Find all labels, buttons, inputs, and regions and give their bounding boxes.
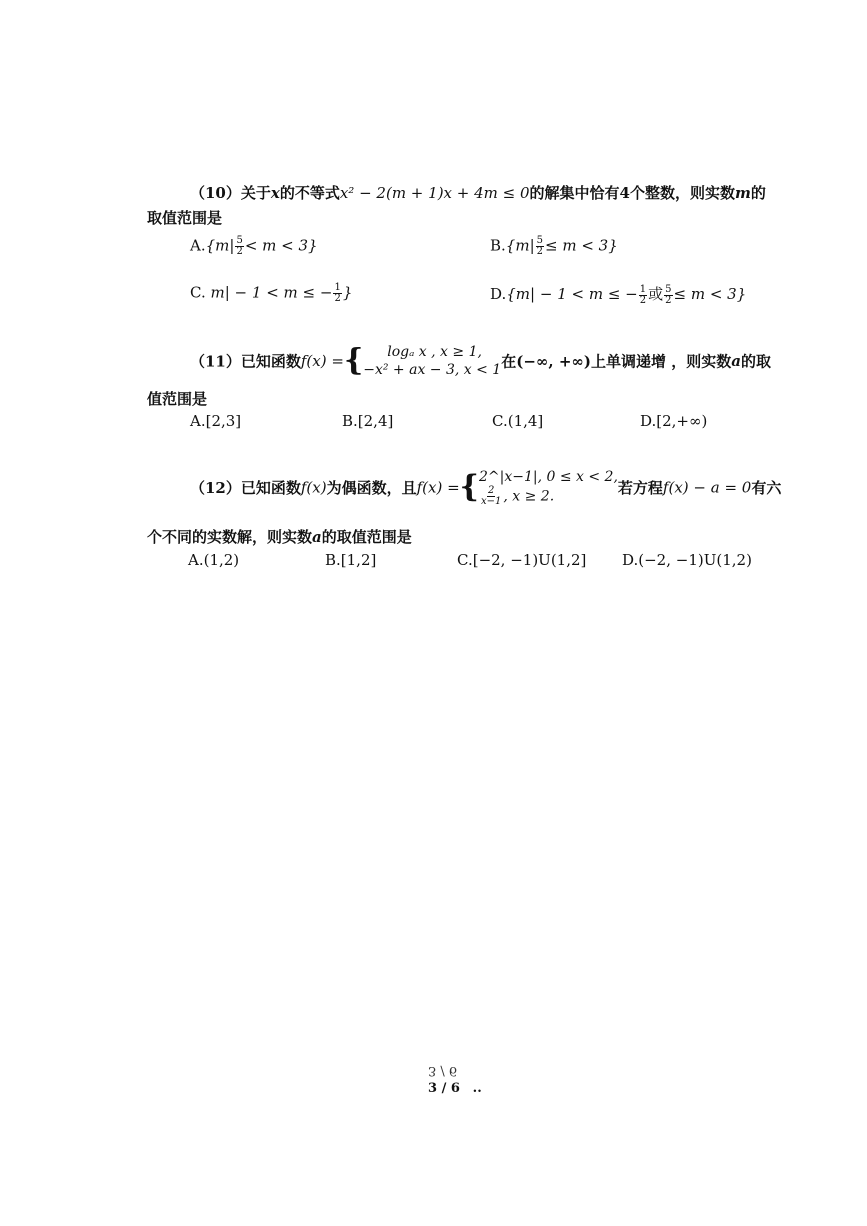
q11-option-b: B.[2,4]	[342, 412, 394, 430]
footer-mirror-page: 3 / 6	[428, 1063, 458, 1078]
q12-end: 有六	[751, 479, 782, 497]
q10-var-m: m	[734, 184, 751, 202]
q10-option-c-label: C.	[190, 283, 206, 302]
q12-line2-end: 的取值范围是	[321, 528, 412, 546]
q12-piece1: 2^|x−1|, 0 ≤ x < 2,	[478, 469, 618, 485]
q12-stem-line1	[190, 468, 781, 507]
q10-option-d-fraction2	[664, 285, 672, 306]
q12-equation: f(x) − a = 0	[662, 478, 752, 497]
q10-option-d-body: {m| − 1 < m ≤ −	[506, 285, 638, 303]
q12-stem-line2	[147, 526, 412, 547]
q11-option-a: A.[2,3]	[190, 412, 242, 430]
q10-option-b-fraction	[536, 236, 544, 257]
q10-option-d	[490, 283, 746, 306]
q10-option-b-right: ≤ m < 3}	[545, 236, 618, 255]
q10-option-b-num: 5	[536, 235, 543, 246]
q10-option-a-fraction	[235, 236, 243, 257]
q10-suffix: 的解集中恰有4个整数，则实数	[529, 184, 735, 202]
q10-option-d-num2: 5	[665, 283, 672, 295]
q12-brace: {	[459, 469, 479, 505]
q11-prefix: （11）已知函数	[190, 352, 301, 371]
q10-option-a-num: 5	[236, 235, 243, 246]
q12-piecewise	[479, 468, 618, 507]
q10-prefix: （10）关于	[190, 184, 271, 202]
q10-option-d-den1: 2	[639, 294, 647, 306]
q10-var-x: x	[270, 184, 280, 202]
q11-var-a: a	[731, 352, 741, 370]
footer-page-number	[428, 1078, 482, 1096]
q10-option-c-close: }	[342, 283, 353, 302]
q11-option-c: C.(1,4]	[492, 412, 544, 430]
q10-stem-line2: 取值范围是	[147, 209, 223, 227]
q10-option-d-fraction1	[639, 285, 647, 306]
q10-option-a-left: {m|	[205, 236, 235, 255]
q12-option-b: B.[1,2]	[325, 551, 377, 569]
page-number: 3 / 6	[428, 1081, 460, 1096]
q10-end: 的	[750, 184, 766, 202]
q10-option-d-den2: 2	[665, 294, 672, 306]
q11-end: 的取	[740, 352, 771, 371]
q10-inequality: x² − 2(m + 1)x + 4m ≤ 0	[339, 184, 530, 202]
q12-line2-prefix: 个不同的实数解，则实数	[147, 528, 313, 546]
q12-option-a: A.(1,2)	[188, 551, 240, 569]
q12-var-a: a	[312, 528, 322, 546]
q12-mid2: 若方程	[617, 479, 663, 497]
q12-piece2-tail: , x ≥ 2.	[503, 488, 555, 505]
q10-option-d-tail: ≤ m < 3}	[673, 285, 747, 303]
q10-option-c-num: 1	[334, 282, 341, 293]
q10-stem-line1	[190, 182, 766, 203]
q10-option-b-den: 2	[536, 246, 543, 257]
q11-stem-line1	[190, 343, 771, 379]
q11-brace: {	[343, 343, 364, 378]
q10-option-b	[490, 236, 618, 257]
q12-piece2	[479, 486, 618, 507]
q10-option-a-label: A.	[190, 236, 206, 255]
q12-fx1: f(x)	[300, 478, 327, 497]
q11-option-d: D.[2,+∞)	[640, 412, 708, 430]
q11-mid: 在(−∞, +∞)上单调递增 ，则实数	[501, 352, 732, 371]
q11-piece2: −x² + ax − 3, x < 1	[363, 362, 502, 378]
q12-option-d: D.(−2, −1)U(1,2)	[622, 551, 752, 569]
q10-option-c	[190, 283, 352, 304]
q12-option-c: C.[−2, −1)U(1,2]	[457, 551, 587, 569]
q10-option-d-num1: 1	[639, 283, 647, 295]
q12-piece2-den: x−1	[480, 496, 502, 507]
q12-prefix: （12）已知函数	[190, 479, 301, 497]
q10-option-d-or: 或	[648, 285, 664, 303]
q10-option-c-fraction	[333, 283, 341, 304]
q12-piece2-num: 2	[487, 485, 495, 496]
q10-option-c-den: 2	[334, 293, 341, 304]
q11-piece1: logₐ x , x ≥ 1,	[387, 344, 482, 360]
q11-piecewise	[363, 343, 501, 379]
q10-option-a-right: < m < 3}	[244, 236, 318, 255]
q11-stem-line2: 值范围是	[147, 390, 208, 408]
q12-piece2-fraction	[480, 486, 502, 507]
q11-fx: f(x) =	[300, 352, 344, 370]
q10-option-b-label: B.	[490, 236, 506, 255]
footer-dots: ..	[472, 1081, 482, 1096]
q12-mid1: 为偶函数，且	[326, 479, 417, 497]
footer-mirror-text	[428, 1060, 457, 1078]
q10-option-a-den: 2	[236, 246, 243, 257]
q10-option-a	[190, 236, 318, 257]
q10-mid: 的不等式	[279, 184, 340, 202]
q10-option-d-label: D.	[490, 285, 507, 303]
q10-option-b-left: {m|	[505, 236, 535, 255]
q10-option-c-body: m| − 1 < m ≤ −	[210, 283, 333, 302]
q12-fx2: f(x) =	[416, 478, 460, 497]
